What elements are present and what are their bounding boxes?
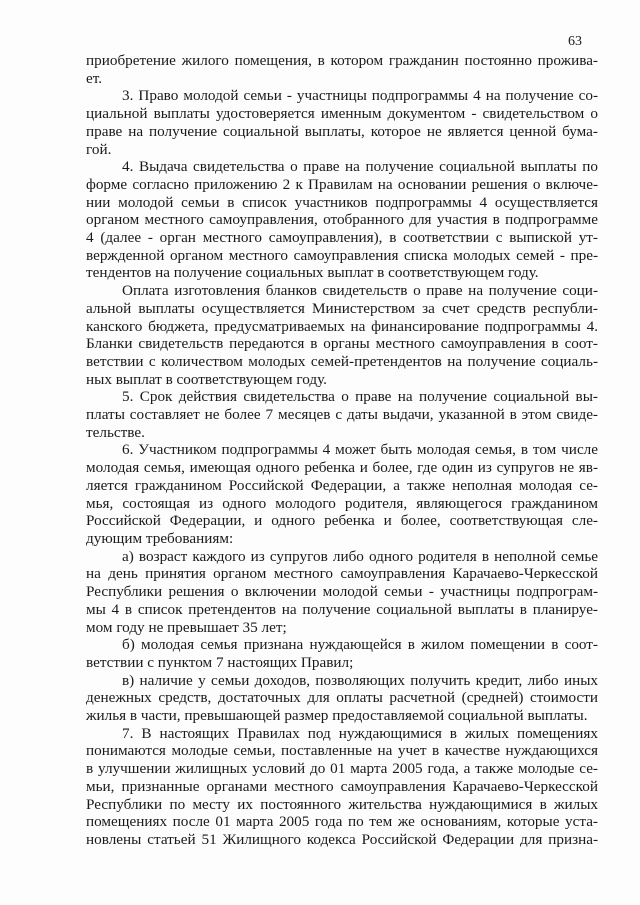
text-line: 4. Выдача свидетельства о праве на получение социальной выплаты по [122,158,598,176]
text-line: ветствии с количеством молодых семей-претендентов на получение социаль- [86,352,598,370]
text-line: Бланки свидетельств передаются в органы местного самоуправления в соот- [86,335,598,353]
text-line: 6. Участником подпрограммы 4 может быть молодая семья, в том числе [122,441,598,459]
text-line: в улучшении жилищных условий до 01 марта 2005 года, а также молодые се- [86,760,598,778]
text-line: циальной выплаты удостоверяется именным документом - свидетельством о [86,105,598,123]
text-line: Республики решения о включении молодой семьи - участницы подпрограм- [86,583,598,601]
text-line: молодая семья, имеющая одного ребенка и более, где один из супругов не яв- [86,459,598,477]
text-line: тельстве. [86,423,145,441]
text-line: помещениях после 01 марта 2005 года по тем же основаниям, которые уста- [86,813,598,831]
body-text [86,52,598,849]
text-line: альной выплаты осуществляется Министерством за счет средств республи- [86,299,598,317]
text-line: канского бюджета, предусматриваемых на финансирование подпрограммы 4. [86,317,598,335]
text-line: 4 (далее - орган местного самоуправления), в соответствии с выпиской ут- [86,229,598,247]
text-line: понимаются молодые семьи, поставленные на учет в качестве нуждающихся [86,742,598,760]
text-line: тендентов на получение социальных выплат в соответствующем году. [86,264,539,282]
text-line: праве на получение социальной выплаты, которое не является ценной бума- [86,122,598,140]
text-line: вержденной органом местного самоуправления списка молодых семей - пре- [86,246,598,264]
text-line: ляется гражданином Российской Федерации, а также неполная молодая се- [86,476,598,494]
text-line: мья, состоящая из одного молодого родителя, являющегося гражданином [86,494,598,512]
text-line: ных выплат в соответствующем году. [86,370,327,388]
text-line: ет. [86,69,103,87]
text-line: нии молодой семьи в список участников подпрограммы 4 осуществляется [86,193,598,211]
text-line: гой. [86,140,112,158]
text-line: 3. Право молодой семьи - участницы подпрограммы 4 на получение со- [122,87,598,105]
text-line: жилья в части, превышающей размер предоставляемой социальной выплаты. [86,707,588,725]
text-line: ветствии с пунктом 7 настоящих Правил; [86,653,354,671]
text-line: на день принятия органом местного самоуправления Карачаево-Черкесской [86,565,598,583]
text-line: мы 4 в список претендентов на получение социальной выплаты в планируе- [86,600,598,618]
text-line: форме согласно приложению 2 к Правилам на основании решения о включе- [86,175,598,193]
text-line: приобретение жилого помещения, в котором гражданин постоянно прожива- [86,52,598,69]
text-line: мом году не превышает 35 лет; [86,618,287,636]
text-line: Республики по месту их постоянного жительства нуждающимися в жилых [86,795,598,813]
text-line: а) возраст каждого из супругов либо одного родителя в неполной семье [122,547,598,565]
text-line: Оплата изготовления бланков свидетельств о праве на получение соци- [122,282,598,300]
page-number: 63 [568,34,582,49]
text-line: в) наличие у семьи доходов, позволяющих получить кредит, либо иных [122,671,598,689]
text-line: мьи, признанные органами местного самоуправления Карачаево-Черкесской [86,777,598,795]
text-line: Российской Федерации, и одного ребенка и более, соответствующая сле- [86,512,598,530]
text-line: 7. В настоящих Правилах под нуждающимися в жилых помещениях [122,724,598,742]
text-line: б) молодая семья признана нуждающейся в жилом помещении в соот- [122,636,598,654]
text-line: дующим требованиям: [86,529,234,547]
text-line: платы составляет не более 7 месяцев с даты выдачи, указанной в этом свиде- [86,406,598,424]
text-line: новлены статьей 51 Жилищного кодекса Российской Федерации для призна- [86,830,598,848]
text-line: 5. Срок действия свидетельства о праве на получение социальной вы- [122,388,598,406]
text-line: денежных средств, достаточных для оплаты расчетной (средней) стоимости [86,689,598,707]
text-line: органом местного самоуправления, отобранного для участия в подпрограмме [86,211,598,229]
